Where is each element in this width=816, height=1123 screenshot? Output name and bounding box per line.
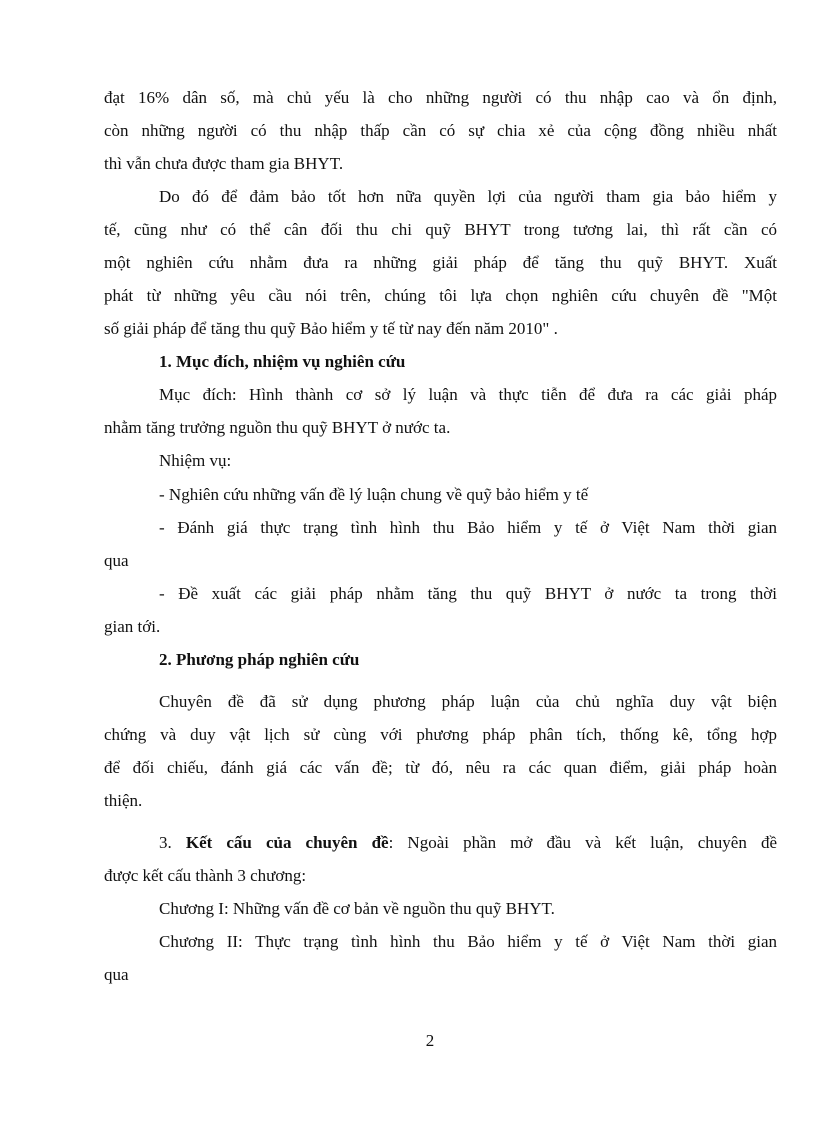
paragraph-1-line-2: còn những người có thu nhập thấp cần có sự chia xẻ của cộng đồng nhiều nhất xyxy=(104,121,777,140)
paragraph-1-line-3: thì vẫn chưa được tham gia BHYT. xyxy=(104,154,344,173)
section-1-task-1: - Nghiên cứu những vấn đề lý luận chung về quỹ bảo hiểm y tế xyxy=(159,485,589,504)
section-1-task-3-line-2: gian tới. xyxy=(104,617,161,636)
section-3-number: 3. xyxy=(159,833,172,852)
section-3-chapter-2-line-2: qua xyxy=(104,965,129,984)
section-3-chapter-1: Chương I: Những vấn đề cơ bản về nguồn thu quỹ BHYT. xyxy=(159,899,555,918)
section-2-line-3: để đối chiếu, đánh giá các vấn đề; từ đó, nêu ra các quan điểm, giải pháp hoàn xyxy=(104,758,777,777)
section-3-heading-rest: : Ngoài phần mở đầu và kết luận, chuyên đề xyxy=(388,833,777,852)
section-3-chapter-2-line-1: Chương II: Thực trạng tình hình thu Bảo hiểm y tế ở Việt Nam thời gian xyxy=(159,932,777,951)
section-2-heading: 2. Phương pháp nghiên cứu xyxy=(159,650,360,669)
section-3-line-2: được kết cấu thành 3 chương: xyxy=(104,866,307,885)
section-2-line-1: Chuyên đề đã sử dụng phương pháp luận của chủ nghĩa duy vật biện xyxy=(159,692,777,711)
paragraph-2-line-2: tế, cũng như có thể cân đối thu chi quỹ BHYT trong tương lai, thì rất cần có xyxy=(104,220,777,239)
page-number: 2 xyxy=(425,1031,435,1050)
section-3-heading-line xyxy=(159,832,777,854)
paragraph-2-line-1: Do đó để đảm bảo tốt hơn nữa quyền lợi của người tham gia bảo hiểm y xyxy=(159,187,777,206)
section-2-line-4: thiện. xyxy=(104,791,143,810)
section-1-purpose-line-2: nhằm tăng trưởng nguồn thu quỹ BHYT ở nước ta. xyxy=(104,418,451,437)
section-1-task-2-line-1: - Đánh giá thực trạng tình hình thu Bảo hiểm y tế ở Việt Nam thời gian xyxy=(159,518,777,537)
paragraph-2-line-5: số giải pháp để tăng thu quỹ Bảo hiểm y tế từ nay đến năm 2010" . xyxy=(104,319,558,338)
section-1-tasks-label: Nhiệm vụ: xyxy=(159,451,232,470)
paragraph-2-line-3: một nghiên cứu nhằm đưa ra những giải pháp để tăng thu quỹ BHYT. Xuất xyxy=(104,253,777,272)
section-1-purpose-line-1: Mục đích: Hình thành cơ sở lý luận và thực tiễn để đưa ra các giải pháp xyxy=(159,385,777,404)
paragraph-2-line-4: phát từ những yêu cầu nói trên, chúng tôi lựa chọn nghiên cứu chuyên đề "Một xyxy=(104,286,777,305)
section-1-heading: 1. Mục đích, nhiệm vụ nghiên cứu xyxy=(159,352,406,371)
section-3-heading: Kết cấu của chuyên đề xyxy=(185,833,389,852)
section-1-task-3-line-1: - Đề xuất các giải pháp nhằm tăng thu quỹ BHYT ở nước ta trong thời xyxy=(159,584,777,603)
section-2-line-2: chứng và duy vật lịch sử cùng với phương pháp phân tích, thống kê, tổng hợp xyxy=(104,725,777,744)
section-1-task-2-line-2: qua xyxy=(104,551,129,570)
paragraph-1-line-1: đạt 16% dân số, mà chủ yếu là cho những người có thu nhập cao và ổn định, xyxy=(104,88,777,107)
